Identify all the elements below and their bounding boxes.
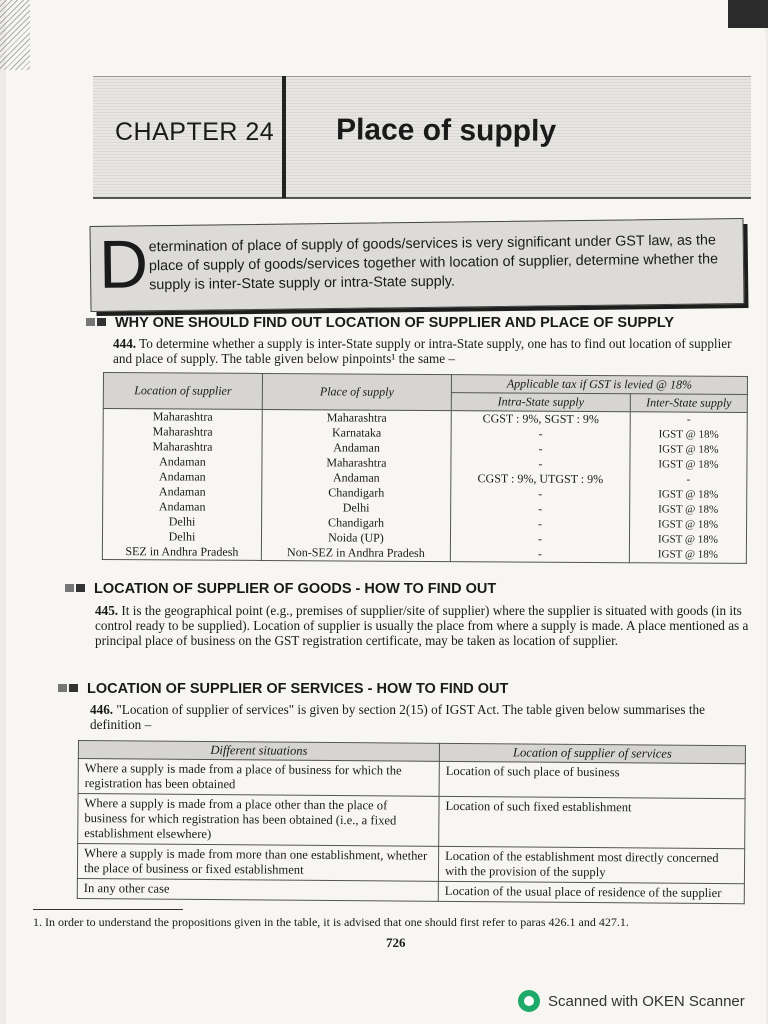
bullet-square-icon: [58, 684, 67, 692]
col-header-place: Place of supply: [262, 373, 451, 410]
footnote-rule: [33, 909, 183, 910]
cell-intra: -: [450, 546, 629, 563]
intro-dropcap: D: [98, 226, 149, 303]
bullet-square-icon: [86, 318, 95, 326]
scanner-watermark: [518, 990, 745, 1012]
cell-place: Andaman: [262, 440, 451, 456]
cell-inter: IGST @ 18%: [630, 442, 747, 458]
cell-location: Maharashtra: [103, 424, 262, 440]
cell-intra: CGST : 9%, UTGST : 9%: [451, 471, 630, 487]
cell-location: Andaman: [103, 469, 262, 485]
table-row: [102, 544, 746, 563]
scanner-watermark-text: Scanned with OKEN Scanner: [548, 992, 745, 1010]
paragraph-number: 445.: [95, 603, 119, 618]
col-header-intra: Intra-State supply: [451, 393, 630, 412]
col-header-situation: Different situations: [78, 741, 439, 762]
table-row: [77, 844, 744, 884]
bullet-square-icon: [65, 584, 74, 592]
cell-intra: -: [451, 516, 630, 532]
cell-inter: IGST @ 18%: [630, 502, 747, 518]
paragraph-text: "Location of supplier of services" is given by section 2(15) of IGST Act. The table given below summarises the definition –: [90, 702, 705, 732]
section-heading-why: WHY ONE SHOULD FIND OUT LOCATION OF SUPPLIER AND PLACE OF SUPPLY: [86, 315, 674, 331]
paragraph-text: It is the geographical point (e.g., premises of supplier/site of supplier) where the supplier is situated with goods (in its control ready to be supplied). Location of supplier is usually the place from where a supply is made. A place mentioned as a principal place of business on the GST registration certificate, may be taken as location of supplier.: [95, 603, 749, 648]
cell-intra: -: [451, 456, 630, 472]
bullet-square-icon: [76, 584, 85, 592]
cell-intra: CGST : 9%, SGST : 9%: [451, 411, 630, 428]
cell-place: Chandigarh: [262, 485, 451, 501]
cell-inter: -: [630, 412, 747, 428]
cell-inter: IGST @ 18%: [630, 517, 747, 533]
bullet-square-icon: [97, 318, 106, 326]
page-corner-shadow: [728, 0, 768, 28]
cell-location: Andaman: [103, 484, 262, 500]
cell-location: Andaman: [103, 499, 262, 515]
cell-intra: -: [450, 531, 629, 547]
location-services-table: [77, 740, 746, 904]
col-header-location: Location of supplier: [103, 373, 262, 410]
section-heading-services: LOCATION OF SUPPLIER OF SERVICES - HOW TO FIND OUT: [58, 681, 508, 697]
scanner-logo-icon: [518, 990, 540, 1012]
supply-tax-table: [102, 372, 748, 564]
chapter-label: CHAPTER 24: [115, 118, 275, 146]
paragraph-number: 444.: [113, 336, 137, 351]
cell-intra: -: [451, 441, 630, 457]
col-header-inter: Inter-State supply: [630, 394, 747, 413]
paragraph-444: [113, 336, 749, 366]
section-heading-goods: LOCATION OF SUPPLIER OF GOODS - HOW TO FIND OUT: [65, 581, 496, 597]
cell-place: Non-SEZ in Andhra Pradesh: [261, 545, 450, 562]
cell-inter: IGST @ 18%: [630, 487, 747, 503]
cell-place: Noida (UP): [261, 530, 450, 546]
table-row: [78, 794, 745, 849]
cell-location: SEZ in Andhra Pradesh: [102, 544, 261, 560]
cell-inter: -: [630, 472, 747, 488]
cell-intra: -: [451, 426, 630, 442]
cell-place: Maharashtra: [262, 455, 451, 471]
cell-location: Andaman: [103, 454, 262, 470]
chapter-header-divider: [282, 76, 286, 198]
cell-inter: IGST @ 18%: [629, 532, 746, 548]
col-header-tax: Applicable tax if GST is levied @ 18%: [451, 375, 747, 395]
intro-box: [89, 218, 744, 312]
cell-location: Maharashtra: [103, 439, 262, 455]
cell-situation: Where a supply is made from a place of business for which the registration has been obtained: [78, 759, 439, 797]
cell-service-location: Location of such fixed establishment: [439, 796, 745, 848]
footnote: 1. In order to understand the propositions given in the table, it is advised that one should first refer to paras 426.1 and 427.1.: [33, 915, 629, 929]
supply-tax-table-body: [102, 409, 747, 564]
paragraph-446: [90, 702, 750, 732]
page-edge-texture: [0, 0, 30, 70]
cell-inter: IGST @ 18%: [629, 547, 746, 563]
cell-location: Delhi: [103, 514, 262, 530]
cell-service-location: Location of the establishment most directly concerned with the provision of the supply: [438, 846, 744, 883]
cell-inter: IGST @ 18%: [630, 427, 747, 443]
cell-service-location: Location of such place of business: [439, 761, 745, 798]
paragraph-text: To determine whether a supply is inter-State supply or intra-State supply, one has to find out location of supplier and place of supply. The table given below pinpoints¹ the same –: [113, 336, 732, 366]
cell-place: Karnataka: [262, 425, 451, 441]
bullet-square-icon: [69, 684, 78, 692]
cell-intra: -: [451, 486, 630, 502]
chapter-title: Place of supply: [335, 113, 557, 148]
cell-place: Maharashtra: [262, 409, 451, 426]
location-services-table-body: [77, 759, 745, 904]
cell-situation: Where a supply is made from a place other than the place of business for which registration has been obtained (i.e., a fixed establishment elsewhere): [78, 794, 439, 847]
col-header-service-location: Location of supplier of services: [439, 743, 745, 763]
cell-location: Delhi: [102, 529, 261, 545]
intro-text: etermination of place of supply of goods/services is very significant under GST law, as the place of supply of goods/services together with location of supplier, determine whether the supply is inter-State supply or intra-State supply.: [148, 232, 719, 294]
table-row: [78, 759, 745, 799]
cell-place: Andaman: [262, 470, 451, 486]
cell-situation: Where a supply is made from more than one establishment, whether the place of business or fixed establishment: [77, 844, 438, 882]
cell-place: Delhi: [262, 500, 451, 516]
cell-inter: IGST @ 18%: [630, 457, 747, 473]
paragraph-445: [95, 603, 751, 648]
cell-service-location: Location of the usual place of residence of the supplier: [438, 881, 744, 903]
cell-situation: In any other case: [77, 878, 438, 901]
cell-intra: -: [451, 501, 630, 517]
page-number: 726: [386, 935, 406, 950]
cell-place: Chandigarh: [262, 515, 451, 531]
cell-location: Maharashtra: [103, 409, 262, 425]
paragraph-number: 446.: [90, 702, 114, 717]
